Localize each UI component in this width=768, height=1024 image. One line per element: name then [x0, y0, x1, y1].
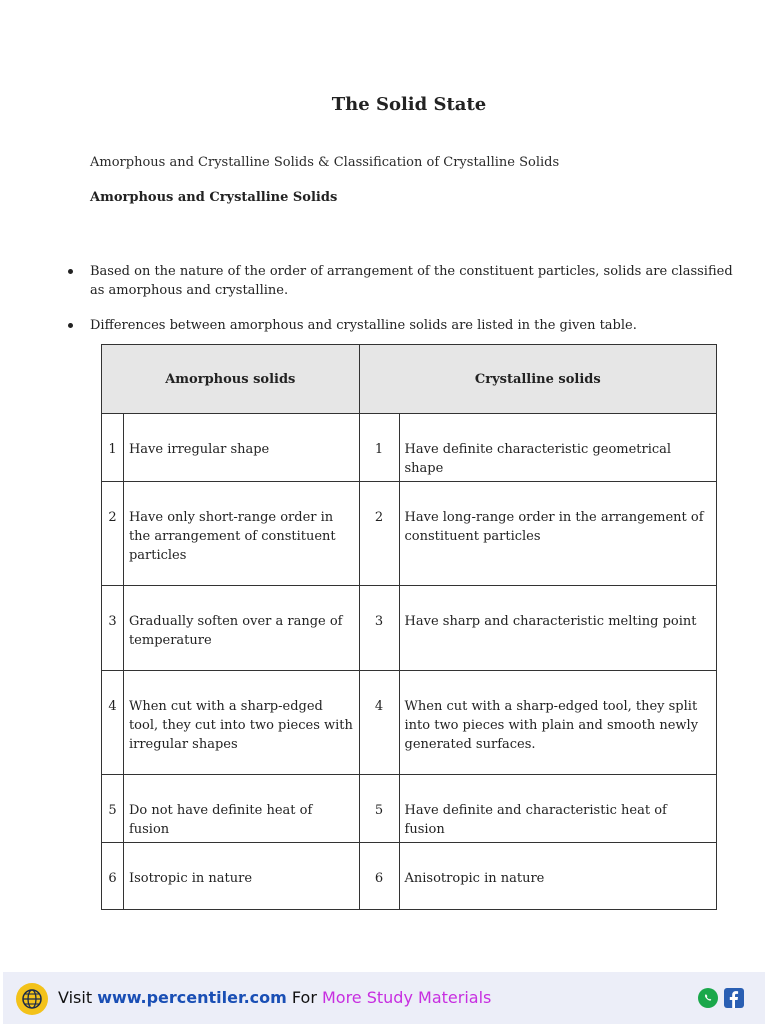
amorphous-cell: Have only short-range order in the arrangement of constituent particles — [123, 482, 359, 586]
footer-website-link[interactable]: www.percentiler.com — [97, 988, 287, 1007]
amorphous-cell: Gradually soften over a range of temperature — [123, 586, 359, 671]
facebook-icon[interactable] — [724, 988, 744, 1008]
crystalline-cell: Have long-range order in the arrangement of constituent particles — [399, 482, 716, 586]
bullet-text: Based on the nature of the order of arrangement of the constituent particles, solids are classified as amorphous and crystalline. — [90, 264, 733, 298]
amorphous-cell: Do not have definite heat of fusion — [123, 775, 359, 843]
table-row — [102, 843, 717, 910]
amorphous-cell: Have irregular shape — [123, 414, 359, 482]
page-title: The Solid State — [331, 94, 487, 115]
footer-banner — [3, 972, 765, 1024]
row-number: 4 — [359, 671, 399, 775]
amorphous-cell: When cut with a sharp-edged tool, they cut into two pieces with irregular shapes — [123, 671, 359, 775]
table-row — [102, 671, 717, 775]
table-row — [102, 414, 717, 482]
crystalline-cell: When cut with a sharp-edged tool, they split into two pieces with plain and smooth newly generated surfaces. — [399, 671, 716, 775]
comparison-table — [101, 344, 717, 910]
header-amorphous: Amorphous solids — [102, 345, 360, 414]
crystalline-cell: Have sharp and characteristic melting point — [399, 586, 716, 671]
row-number: 2 — [102, 482, 124, 586]
bullet-dot-icon — [68, 323, 73, 328]
bullet-dot-icon — [68, 269, 73, 274]
row-number: 4 — [102, 671, 124, 775]
table-row — [102, 482, 717, 586]
row-number: 3 — [102, 586, 124, 671]
row-number: 2 — [359, 482, 399, 586]
whatsapp-icon[interactable] — [698, 988, 718, 1008]
footer-text — [58, 988, 491, 1007]
footer-for-label: For — [286, 988, 322, 1007]
document-subtitle: Amorphous and Crystalline Solids & Classification of Crystalline Solids — [90, 155, 560, 170]
row-number: 1 — [359, 414, 399, 482]
table-header-row — [102, 345, 717, 414]
footer-visit-label: Visit — [58, 988, 98, 1007]
table-row — [102, 775, 717, 843]
row-number: 6 — [359, 843, 399, 910]
amorphous-cell: Isotropic in nature — [123, 843, 359, 910]
bullet-item — [90, 316, 740, 335]
bullet-list — [90, 262, 740, 351]
row-number: 1 — [102, 414, 124, 482]
header-crystalline: Crystalline solids — [359, 345, 716, 414]
row-number: 3 — [359, 586, 399, 671]
bullet-item — [90, 262, 740, 300]
bullet-text: Differences between amorphous and crystalline solids are listed in the given table. — [90, 318, 637, 333]
footer-more-materials-link[interactable]: More Study Materials — [321, 988, 492, 1007]
globe-icon — [16, 983, 48, 1015]
section-heading: Amorphous and Crystalline Solids — [90, 190, 338, 205]
crystalline-cell: Have definite and characteristic heat of fusion — [399, 775, 716, 843]
table-row — [102, 586, 717, 671]
row-number: 5 — [359, 775, 399, 843]
row-number: 5 — [102, 775, 124, 843]
crystalline-cell: Have definite characteristic geometrical shape — [399, 414, 716, 482]
crystalline-cell: Anisotropic in nature — [399, 843, 716, 910]
row-number: 6 — [102, 843, 124, 910]
